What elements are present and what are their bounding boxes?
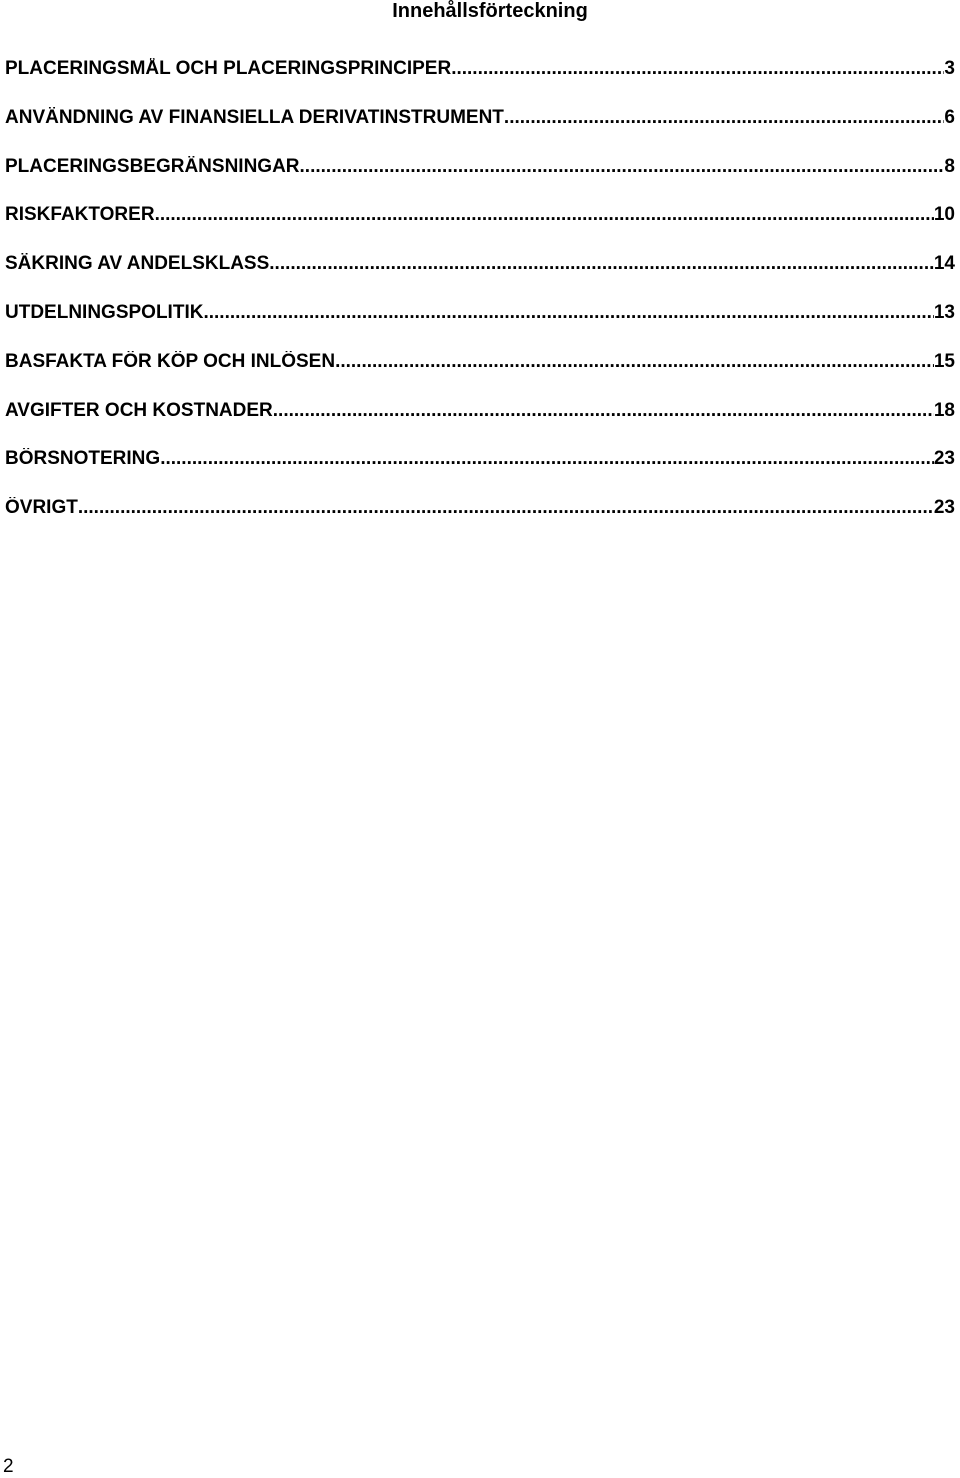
toc-heading: Innehållsförteckning xyxy=(392,0,588,22)
toc-entry-riskfaktorer[interactable] xyxy=(5,204,955,253)
toc-entry-page: 23 xyxy=(933,497,955,519)
toc-entry-placeringsmal[interactable] xyxy=(5,58,955,107)
toc-dot-leader xyxy=(273,400,934,422)
toc-dot-leader xyxy=(504,107,945,129)
toc-dot-leader xyxy=(78,497,934,519)
toc-entry-utdelningspolitik[interactable] xyxy=(5,302,955,351)
toc-entry-page: 6 xyxy=(944,106,955,128)
table-of-contents xyxy=(5,58,955,546)
toc-entry-label: SÄKRING AV ANDELSKLASS xyxy=(5,253,270,275)
toc-entry-ovrigt[interactable] xyxy=(5,497,955,546)
toc-entry-label: AVGIFTER OCH KOSTNADER xyxy=(5,399,273,421)
toc-dot-leader xyxy=(451,58,944,80)
toc-entry-page: 10 xyxy=(933,204,955,226)
toc-entry-label: ÖVRIGT xyxy=(5,497,78,519)
toc-entry-sakring-av-andelsklass[interactable] xyxy=(5,253,955,302)
toc-entry-label: UTDELNINGSPOLITIK xyxy=(5,301,204,323)
toc-entry-label: BÖRSNOTERING xyxy=(5,448,161,470)
toc-dot-leader xyxy=(203,302,933,324)
toc-entry-page: 23 xyxy=(933,448,955,470)
toc-entry-page: 15 xyxy=(933,350,955,372)
toc-entry-label: BASFAKTA FÖR KÖP OCH INLÖSEN xyxy=(5,350,336,372)
toc-entry-label: RISKFAKTORER xyxy=(5,204,155,226)
toc-entry-derivatinstrument[interactable] xyxy=(5,107,955,156)
toc-entry-page: 14 xyxy=(933,253,955,275)
toc-dot-leader xyxy=(335,351,934,373)
toc-entry-page: 8 xyxy=(944,155,955,177)
toc-entry-placeringsbegransningar[interactable] xyxy=(5,156,955,205)
toc-entry-borsnotering[interactable] xyxy=(5,448,955,497)
toc-dot-leader xyxy=(155,204,934,226)
toc-entry-label: ANVÄNDNING AV FINANSIELLA DERIVATINSTRUMENT xyxy=(5,106,504,128)
toc-dot-leader xyxy=(160,448,934,470)
toc-entry-page: 13 xyxy=(933,301,955,323)
toc-entry-basfakta[interactable] xyxy=(5,351,955,400)
page-number: 2 xyxy=(3,1456,14,1477)
toc-entry-label: PLACERINGSMÅL OCH PLACERINGSPRINCIPER xyxy=(5,58,452,79)
toc-dot-leader xyxy=(269,253,934,275)
toc-entry-page: 3 xyxy=(944,58,955,79)
toc-entry-avgifter[interactable] xyxy=(5,400,955,449)
toc-dot-leader xyxy=(300,156,945,178)
toc-entry-page: 18 xyxy=(933,399,955,421)
toc-entry-label: PLACERINGSBEGRÄNSNINGAR xyxy=(5,155,300,177)
